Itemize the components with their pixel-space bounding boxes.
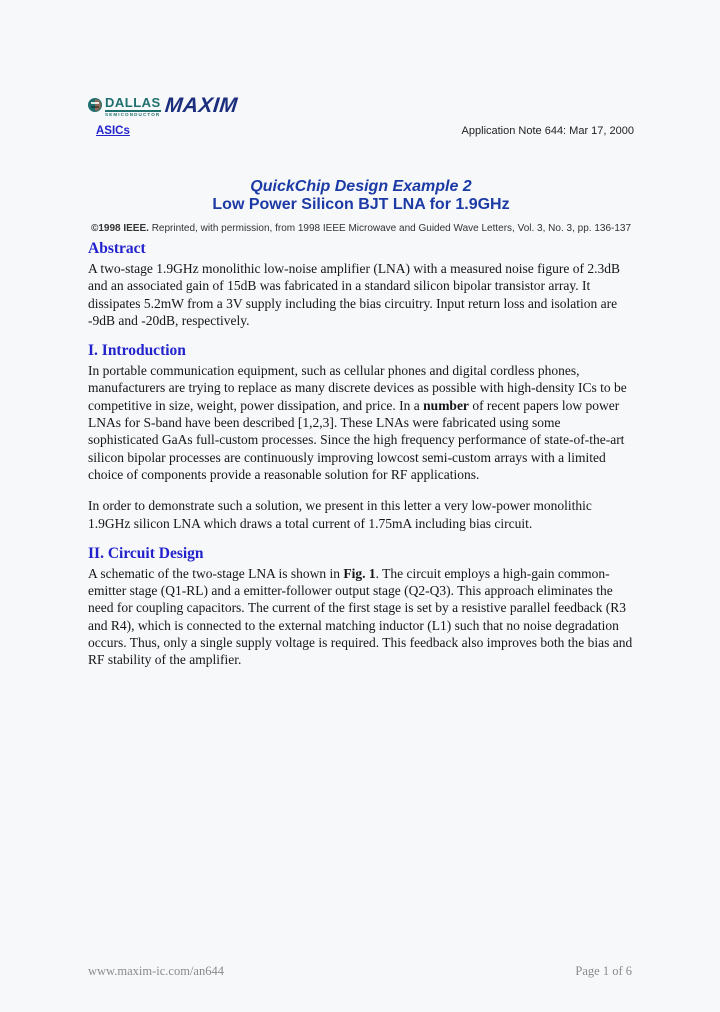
dallas-wordmark: DALLAS xyxy=(105,95,161,110)
page-header xyxy=(88,96,634,137)
text: In order to demonstrate such a solution, we present in this letter a very low-power monolithic 1.9GHz silicon LNA which draws a total current of 1.75mA including bias circuit. xyxy=(88,498,592,531)
bold-text: number xyxy=(423,397,469,413)
document-title xyxy=(88,178,634,214)
page-number: Page 1 of 6 xyxy=(575,964,632,978)
paragraph xyxy=(88,497,634,532)
sections-container xyxy=(88,241,634,669)
page-footer xyxy=(88,964,632,979)
dallas-semiconductor-logo xyxy=(88,96,161,118)
semiconductor-wordmark: SEMICONDUCTOR xyxy=(105,112,161,117)
dallas-clock-icon xyxy=(88,98,102,112)
logo-row xyxy=(88,96,634,118)
application-note-label: Application Note 644: Mar 17, 2000 xyxy=(461,125,634,137)
bold-text: Fig. 1 xyxy=(343,565,376,581)
section xyxy=(88,343,634,532)
copyright-line xyxy=(88,223,634,235)
paragraph xyxy=(88,362,634,483)
text: Reprinted, with permission, from 1998 IEEE Microwave and Guided Wave Letters, Vol. 3, No. 3, pp. 136-137 xyxy=(148,223,632,234)
section-heading: I. Introduction xyxy=(88,342,186,360)
maxim-logo: MAXIM xyxy=(163,94,239,117)
section-heading: II. Circuit Design xyxy=(88,544,204,562)
section-heading: Abstract xyxy=(88,240,146,257)
title-line-2: Low Power Silicon BJT LNA for 1.9GHz xyxy=(212,196,510,213)
text: In portable communication equipment, such as cellular phones and digital cordless phones, manufacturers are trying to replace as many discrete devices as possible with high-density ICs to be competitive in size, weight, power dissipation, and price. In a xyxy=(88,363,627,413)
title-line-1: QuickChip Design Example 2 xyxy=(250,178,472,195)
section xyxy=(88,241,634,329)
paragraph xyxy=(88,565,634,669)
text: of recent papers low power LNAs for S-band have been described [1,2,3]. These LNAs were fabricated using some sophisticated GaAs full-custom processes. Since the high frequency performance of state-of-the-art silicon bipolar processes are continuously improving lowcost semi-custom arrays with a limited choice of components provide a reasonable solution for RF applications. xyxy=(88,397,625,482)
text: . The circuit employs a high-gain common-emitter stage (Q1-RL) and a emitter-follower output stage (Q2-Q3). This approach eliminates the need for coupling capacitors. The current of the first stage is set by a resistive parallel feedback (R3 and R4), which is connected to the external matching inductor (L1) such that no noise degradation occurs. Thus, only a single supply voltage is required. This feedback also improves both the bias and RF stability of the amplifier. xyxy=(88,565,633,668)
section xyxy=(88,546,634,669)
paragraph xyxy=(88,260,634,329)
asics-link[interactable]: ASICs xyxy=(96,125,130,137)
header-nav-row xyxy=(88,125,634,137)
document-body xyxy=(88,178,634,683)
text: A schematic of the two-stage LNA is shown in xyxy=(88,565,344,581)
text: A two-stage 1.9GHz monolithic low-noise amplifier (LNA) with a measured noise figure of 2.3dB and an associated gain of 15dB was fabricated in a standard silicon bipolar transistor array. It dissipates 5.2mW from a 3V supply including the bias circuitry. Input return loss and isolation are -9dB and -20dB, respectively. xyxy=(88,261,621,328)
dallas-logo-text xyxy=(105,96,161,118)
footer-url: www.maxim-ic.com/an644 xyxy=(88,964,224,978)
bold-text: ©1998 IEEE. xyxy=(90,223,149,234)
